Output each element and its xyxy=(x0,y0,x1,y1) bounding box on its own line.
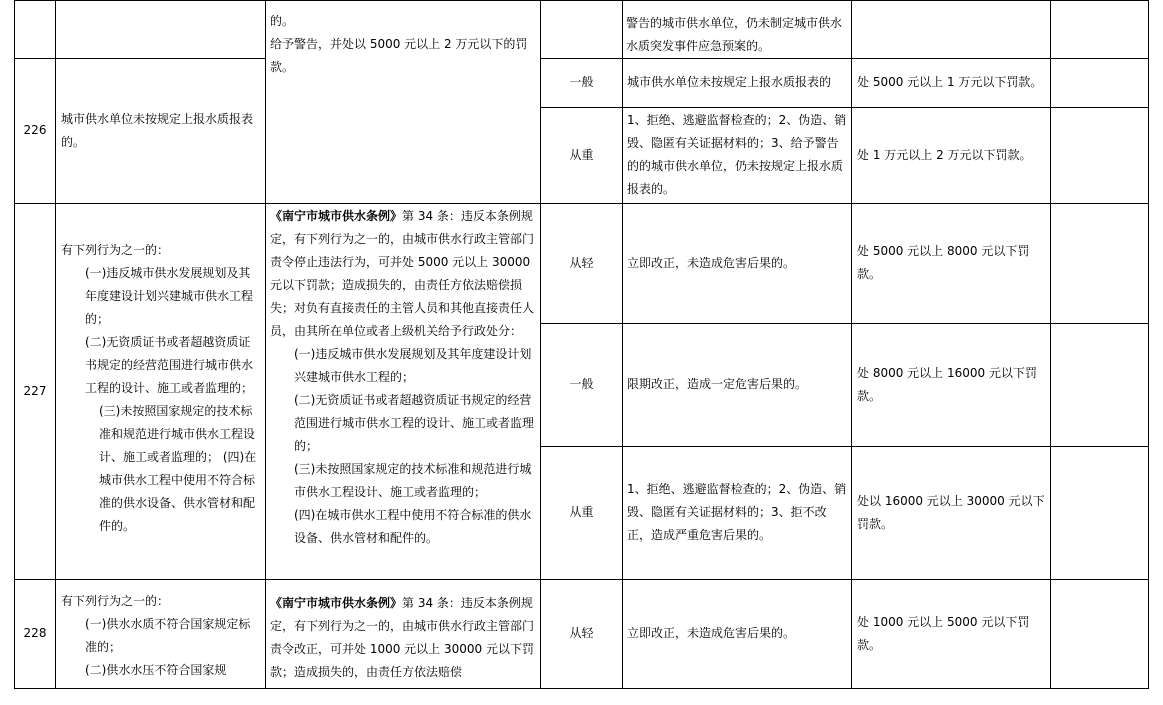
table-rule xyxy=(14,0,1149,1)
row-number-227: 227 xyxy=(23,383,47,398)
violation-line: (一)违反城市供水发展规划及其年度建设计划兴建城市供水工程的； xyxy=(85,266,254,326)
condition-cell: 立即改正，未造成危害后果的。 xyxy=(627,255,796,270)
level-cell: 一般 xyxy=(569,377,594,391)
violation-line: (二)供水水压不符合国家规 xyxy=(85,663,227,677)
table-rule xyxy=(55,0,56,689)
table-rule xyxy=(14,688,1149,689)
basis-line: 的。 xyxy=(270,14,295,28)
penalty-cell: 处 1000 元以上 5000 元以下罚款。 xyxy=(857,614,1030,652)
basis-cell-continued xyxy=(270,10,536,79)
regulation-title: 《南宁市城市供水条例》 xyxy=(270,596,403,610)
level-cell: 从重 xyxy=(569,505,594,519)
basis-intro: 第 34 条：违反本条例规定，有下列行为之一的，由城市供水行政主管部门责令停止违法行为，可并处 5000 元以上 30000 元以下罚款；造成损失的，由责任方依法赔偿损失；对负有直接责任的主管人员和其他直接责任人员，由其所在单位或者上级机关给予行政处分： xyxy=(270,209,535,338)
violation-cell-228 xyxy=(61,590,261,682)
level-cell: 从轻 xyxy=(569,255,594,270)
penalty-standards-table xyxy=(14,0,1149,689)
penalty-cell: 处以 16000 元以上 30000 元以下罚款。 xyxy=(857,493,1045,531)
level-cell: 从轻 xyxy=(569,626,594,640)
basis-cell-227 xyxy=(270,205,536,550)
table-rule xyxy=(265,0,266,689)
level-cell: 从重 xyxy=(569,147,594,162)
violation-cell-227 xyxy=(61,239,261,538)
table-rule xyxy=(1050,0,1051,689)
level-cell: 一般 xyxy=(569,75,594,89)
violation-line: (三)未按照国家规定的技术标准和规范进行城市供水工程设计、施工或者监理的； (四)在城市供水工程中使用不符合标准的供水设备、供水管材和配件的。 xyxy=(99,404,257,533)
condition-cell: 城市供水单位未按规定上报水质报表的 xyxy=(627,75,832,89)
penalty-cell: 处 5000 元以上 1 万元以下罚款。 xyxy=(857,75,1043,89)
condition-text: 警告的城市供水单位，仍未制定城市供水水质突发事件应急预案的。 xyxy=(626,16,843,53)
basis-item: (一)违反城市供水发展规划及其年度建设计划兴建城市供水工程的； xyxy=(294,347,532,384)
violation-line: 有下列行为之一的： xyxy=(61,594,170,608)
basis-cell-228 xyxy=(270,592,536,686)
violation-cell-226: 城市供水单位未按规定上报水质报表的。 xyxy=(61,111,254,149)
violation-line: (一)供水水质不符合国家规定标准的； xyxy=(85,617,251,654)
condition-cell: 限期改正，造成一定危害后果的。 xyxy=(627,377,808,391)
row-number-226: 226 xyxy=(23,123,47,137)
condition-cell: 1、拒绝、逃避监督检查的；2、伪造、销毁、隐匿有关证据材料的；3、拒不改正，造成严重危害后果的。 xyxy=(627,482,847,542)
penalty-cell: 处 8000 元以上 16000 元以下罚款。 xyxy=(857,365,1037,403)
basis-intro: 第 34 条：违反本条例规定，有下列行为之一的，由城市供水行政主管部门责令改正，可并处 1000 元以上 30000 元以下罚款；造成损失的，由责任方依法赔偿 xyxy=(270,596,535,679)
violation-line: (二)无资质证书或者超越资质证书规定的经营范围进行城市供水工程的设计、施工或者监理的； xyxy=(85,335,254,395)
regulation-title: 《南宁市城市供水条例》 xyxy=(270,209,403,223)
violation-line: 有下列行为之一的： xyxy=(61,243,170,257)
condition-cell-continued xyxy=(626,12,848,58)
basis-line: 给予警告，并处以 5000 元以上 2 万元以下的罚款。 xyxy=(270,37,528,74)
condition-cell: 1、拒绝、逃避监督检查的；2、伪造、销毁、隐匿有关证据材料的；3、给予警告的的城市供水单位，仍未按规定上报水质报表的。 xyxy=(627,113,847,196)
condition-cell: 立即改正，未造成危害后果的。 xyxy=(627,626,796,640)
table-rule xyxy=(851,0,852,689)
basis-item: (二)无资质证书或者超越资质证书规定的经营范围进行城市供水工程的设计、施工或者监理的； xyxy=(294,393,535,453)
table-rule xyxy=(622,0,623,689)
penalty-cell: 处 1 万元以上 2 万元以下罚款。 xyxy=(857,147,1032,162)
row-number-228: 228 xyxy=(23,626,47,640)
penalty-cell: 处 5000 元以上 8000 元以下罚款。 xyxy=(857,244,1030,281)
table-rule xyxy=(1148,0,1149,689)
basis-item: (三)未按照国家规定的技术标准和规范进行城市供水工程设计、施工或者监理的； xyxy=(294,462,532,499)
basis-item: (四)在城市供水工程中使用不符合标准的供水设备、供水管材和配件的。 xyxy=(294,508,532,545)
